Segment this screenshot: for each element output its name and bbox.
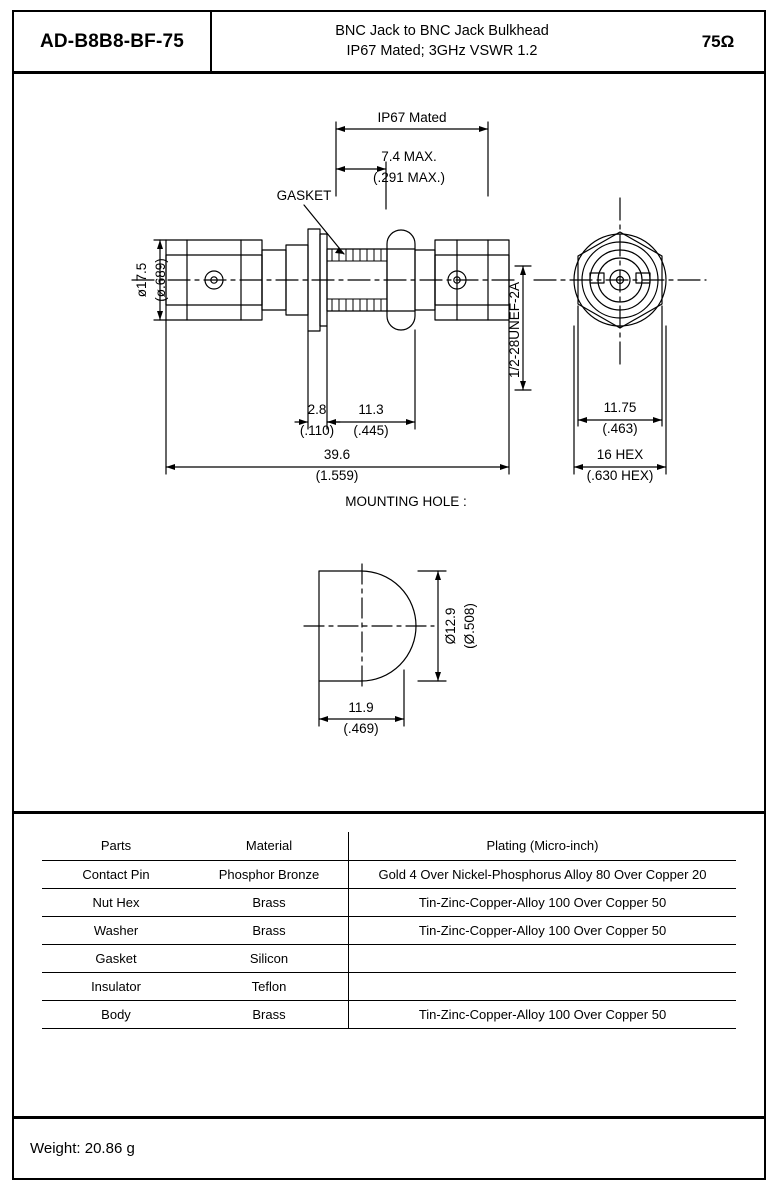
label-dia-mm: ø17.5 <box>134 262 149 298</box>
label-113-mm: 11.3 <box>358 402 384 417</box>
label-mounting-hole: MOUNTING HOLE : <box>345 494 467 509</box>
weight-label: Weight: 20.86 g <box>30 1140 135 1157</box>
cell-material: Teflon <box>190 973 349 1001</box>
cell-plating: Tin-Zinc-Copper-Alloy 100 Over Copper 50 <box>349 1001 737 1029</box>
sheet-header <box>14 12 764 74</box>
cell-part: Insulator <box>42 973 190 1001</box>
cell-material: Brass <box>190 1001 349 1029</box>
table-row <box>42 1001 736 1029</box>
impedance-value: 75Ω <box>701 31 735 51</box>
materials-table-area <box>14 814 764 1114</box>
label-396-in: (1.559) <box>315 468 359 483</box>
technical-drawing-area <box>14 74 764 814</box>
label-hex-in: (.630 HEX) <box>586 468 654 483</box>
cell-material: Silicon <box>190 945 349 973</box>
label-28-in: (.110) <box>299 423 335 438</box>
cell-plating <box>349 973 737 1001</box>
label-mh-flat-in: (.469) <box>343 721 379 736</box>
title-line-1: BNC Jack to BNC Jack Bulkhead <box>335 22 549 39</box>
label-396-mm: 39.6 <box>323 447 351 462</box>
label-1175-mm: 11.75 <box>603 400 637 415</box>
label-mh-dia-mm: Ø12.9 <box>443 607 458 645</box>
header-material: Material <box>190 832 349 861</box>
cell-part: Body <box>42 1001 190 1029</box>
table-row <box>42 945 736 973</box>
table-row <box>42 889 736 917</box>
table-row <box>42 973 736 1001</box>
cell-plating: Tin-Zinc-Copper-Alloy 100 Over Copper 50 <box>349 917 737 945</box>
label-mh-flat-mm: 11.9 <box>348 700 374 715</box>
cell-material: Brass <box>190 889 349 917</box>
cell-material: Brass <box>190 917 349 945</box>
label-hex-mm: 16 HEX <box>596 447 644 462</box>
cell-part: Nut Hex <box>42 889 190 917</box>
title-line-2: IP67 Mated; 3GHz VSWR 1.2 <box>346 42 538 59</box>
table-header-row <box>42 832 736 861</box>
drawing-sheet <box>12 10 766 1180</box>
label-28-mm: 2.8 <box>307 402 327 417</box>
label-ip67-mated: IP67 Mated <box>377 110 447 125</box>
header-parts: Parts <box>42 832 190 861</box>
label-113-in: (.445) <box>353 423 389 438</box>
label-1175-in: (.463) <box>602 421 638 436</box>
cell-part: Gasket <box>42 945 190 973</box>
cell-plating <box>349 945 737 973</box>
title-cell <box>212 12 672 71</box>
label-74max-in: (.291 MAX.) <box>372 170 446 185</box>
label-gasket: GASKET <box>276 188 332 203</box>
front-bayonet-slot-left <box>590 273 604 283</box>
label-mh-dia-in: (Ø.508) <box>462 603 477 649</box>
cell-plating: Tin-Zinc-Copper-Alloy 100 Over Copper 50 <box>349 889 737 917</box>
label-dia-in: (ø.689) <box>153 258 168 302</box>
connector-drawing <box>14 74 764 810</box>
part-number: AD-B8B8-BF-75 <box>39 30 185 52</box>
cell-material: Phosphor Bronze <box>190 861 349 889</box>
label-74max-mm: 7.4 MAX. <box>381 149 437 164</box>
part-number-cell <box>14 12 212 71</box>
cell-part: Washer <box>42 917 190 945</box>
cell-plating: Gold 4 Over Nickel-Phosphorus Alloy 80 Over Copper 20 <box>349 861 737 889</box>
header-plating: Plating (Micro-inch) <box>349 832 737 861</box>
impedance-cell <box>672 12 764 71</box>
sheet-footer <box>14 1116 764 1178</box>
materials-table <box>42 832 736 1029</box>
label-thread: 1/2-28UNEF-2A <box>507 281 522 379</box>
table-row <box>42 917 736 945</box>
front-bayonet-slot-right <box>636 273 650 283</box>
table-row <box>42 861 736 889</box>
cell-part: Contact Pin <box>42 861 190 889</box>
